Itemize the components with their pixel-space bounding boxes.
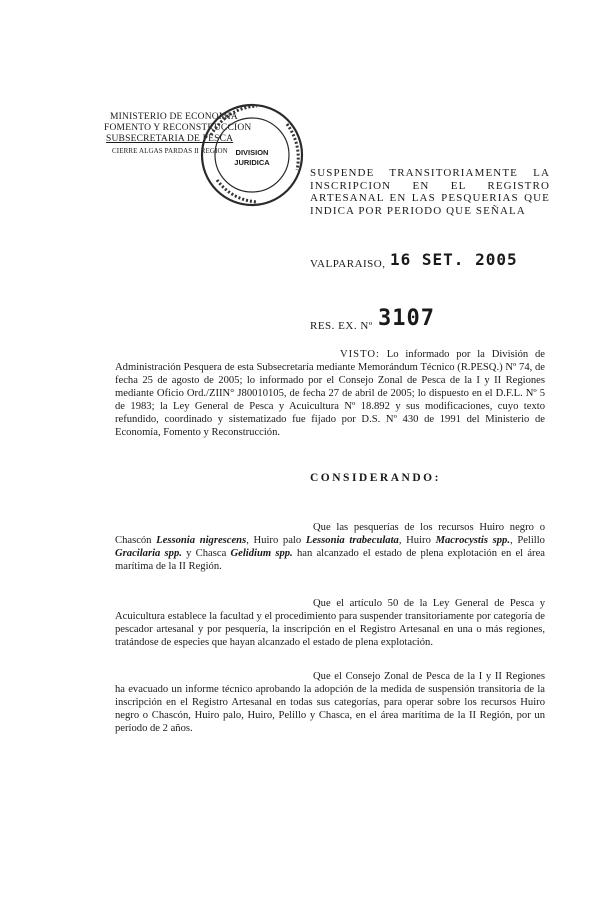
c1-text-k: han alcanzado el estado de plena explotación en el área marítima de la II Región. bbox=[115, 548, 545, 572]
considerando-paragraph-2 bbox=[115, 597, 545, 649]
species-lessonia-nigrescens: Lessonia nigrescens bbox=[156, 535, 247, 546]
considerando-paragraph-3 bbox=[115, 670, 545, 735]
stamp-line-division: DIVISION bbox=[235, 148, 269, 157]
visto-paragraph bbox=[115, 348, 545, 439]
resolution-number: 3107 bbox=[378, 306, 435, 331]
c3-text: Que el Consejo Zonal de Pesca de la I y II Regiones ha evacuado un informe técnico aprobando la adopción de la medida de suspensión transitoria de la inscripción en el Registro Artesanal en todas sus categorías, para operar sobre los recursos Huiro negro o Chascón, Huiro palo, Huiro, Pelillo y Chasca, en el área marítima de la II Región, por un período de 2 años. bbox=[115, 671, 545, 734]
c1-text-g: , Pelillo bbox=[509, 535, 545, 546]
considerando-heading: CONSIDERANDO: bbox=[310, 472, 441, 484]
species-gelidium: Gelidium spp. bbox=[230, 548, 293, 559]
considerando-paragraph-1 bbox=[115, 521, 545, 573]
c1-text-e: , Huiro bbox=[398, 535, 436, 546]
division-juridica-stamp bbox=[197, 100, 307, 210]
species-gracilaria: Gracilaria spp. bbox=[115, 548, 182, 559]
ministry-name-line2: FOMENTO Y RECONSTRUCCION bbox=[104, 123, 252, 133]
place-label: VALPARAISO, bbox=[310, 258, 386, 270]
resolution-label: RES. EX. Nº bbox=[310, 320, 373, 332]
species-macrocystis: Macrocystis spp. bbox=[435, 535, 510, 546]
resolution-title: SUSPENDE TRANSITORIAMENTE LA INSCRIPCION EN EL REGISTRO ARTESANAL EN LAS PESQUERIAS QUE INDICA POR PERIODO QUE SEÑALA bbox=[310, 167, 550, 217]
stamp-line-juridica: JURIDICA bbox=[234, 158, 270, 167]
c2-text: Que el artículo 50 de la Ley General de Pesca y Acuicultura establece la facultad y el procedimiento para suspender transitoriamente por categoría de pescador artesanal y por pesquería, la inscripción en el Registro Artesanal en una o más regiones, tratándose de especies que hayan alcanzado el estado de plena explotación. bbox=[115, 598, 545, 648]
species-lessonia-trabeculata: Lessonia trabeculata bbox=[305, 535, 399, 546]
visto-lead: VISTO: bbox=[340, 349, 380, 360]
visto-text: Lo informado por la División de Administración Pesquera de esta Subsecretaría mediante Memorándum Técnico (R.PESQ.) Nº 74, de fecha 25 de agosto de 2005; lo informado por el Consejo Zonal de Pesca de la I y II Regiones mediante Oficio Ord./ZIIN° J80010105, de fecha 27 de abril de 2005; lo dispuesto en el D.F.L. Nº 5 de 1983; la Ley General de Pesca y Acuicultura Nº 18.892 y sus modificaciones, cuyo texto refundido, coordinado y sistematizado fue fijado por D.S. Nº 430 de 1991 del Ministerio de Economía, Fomento y Reconstrucción. bbox=[115, 349, 545, 438]
c1-text-i: y Chasca bbox=[181, 548, 231, 559]
subsecretaria-name: SUBSECRETARIA DE PESCA bbox=[106, 134, 234, 144]
date-stamp: 16 SET. 2005 bbox=[390, 250, 518, 269]
c1-text-a: Que las pesquerías de los recursos Huiro negro o Chascón bbox=[115, 522, 545, 546]
ministry-name: MINISTERIO DE ECONOMIA bbox=[110, 112, 238, 122]
c1-text-c: , Huiro palo bbox=[246, 535, 306, 546]
reference-line: CIERRE ALGAS PARDAS II REGION bbox=[112, 147, 228, 155]
